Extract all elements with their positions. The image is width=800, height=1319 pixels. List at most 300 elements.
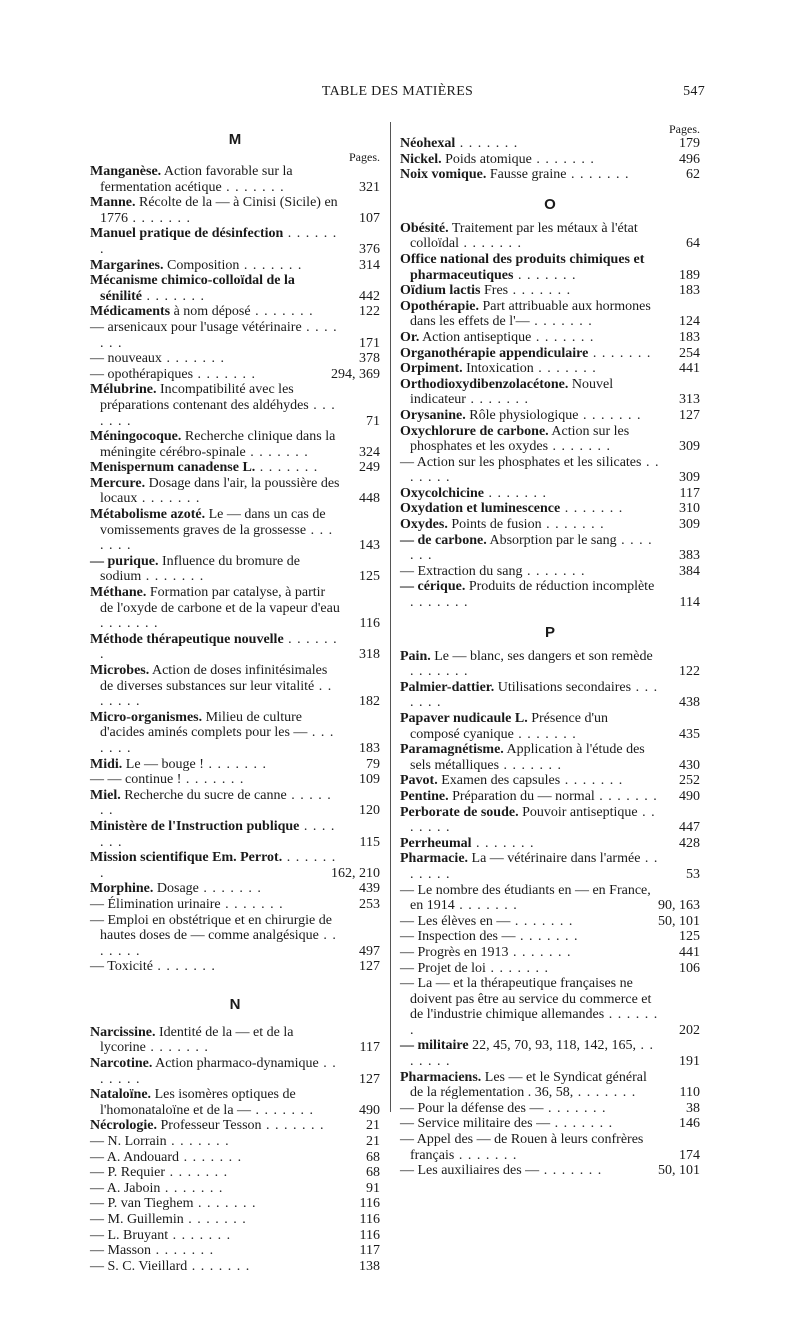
- dot-leader: . . . . . . .: [455, 136, 519, 151]
- entry-page: 183: [356, 741, 380, 757]
- entry-text: [400, 361, 700, 377]
- entry-page: 314: [356, 258, 380, 274]
- entry-page: 313: [676, 392, 700, 408]
- dot-leader: . . . . . . .: [221, 179, 285, 195]
- index-entry: [90, 273, 380, 304]
- entry-text: [90, 663, 380, 710]
- entry-page: 490: [356, 1103, 380, 1119]
- entry-term: — cérique.: [400, 579, 466, 595]
- entry-description: Les isomères optiques de l'homonataloïne et de la —: [100, 1087, 296, 1118]
- entry-page: 109: [356, 772, 380, 788]
- dot-leader: . . . . . . .: [454, 898, 518, 914]
- entry-term: Orpiment.: [400, 361, 463, 377]
- index-entry: [90, 1196, 380, 1212]
- entry-text: [400, 346, 700, 362]
- entry-text: [90, 819, 380, 850]
- index-entry: [90, 788, 380, 819]
- entry-page: 183: [676, 330, 700, 346]
- index-entry: [90, 881, 380, 897]
- entry-term: — de carbone.: [400, 532, 487, 548]
- dot-leader: . . . . . . .: [100, 678, 333, 710]
- index-entry: [400, 789, 700, 805]
- entry-page: 254: [676, 346, 700, 362]
- entry-description: Application à l'étude des sels métalliques: [410, 742, 645, 773]
- dot-leader: . . . . . . .: [165, 1165, 229, 1181]
- dot-leader: . . . . . . .: [465, 392, 529, 408]
- entry-page: 90, 163: [655, 898, 700, 914]
- entry-page: 384: [676, 564, 700, 580]
- entry-term: Oïdium lactis: [400, 283, 481, 299]
- dot-leader: . . . . . . .: [578, 407, 642, 423]
- dot-leader: . . . . . . .: [410, 1038, 655, 1070]
- entry-text: [400, 299, 700, 330]
- entry-term: Méningocoque.: [90, 429, 182, 445]
- entry-text: [90, 554, 380, 585]
- entry-page: 71: [363, 414, 380, 430]
- dot-leader: . . . . . . .: [100, 522, 334, 554]
- entry-page: 428: [676, 836, 700, 852]
- index-entry: [90, 476, 380, 507]
- entry-page: 202: [676, 1023, 700, 1039]
- dot-leader: . . . . . . .: [100, 631, 338, 663]
- dot-leader: . . . . . . .: [261, 1118, 325, 1134]
- entry-text: [90, 772, 380, 788]
- column-divider: [390, 122, 391, 1112]
- dot-leader: . . . . . . .: [560, 501, 624, 517]
- left-column: [90, 122, 380, 1274]
- entry-description: — nouveaux: [90, 351, 162, 367]
- entry-term: Nécrologie.: [90, 1118, 157, 1134]
- entry-text: [400, 408, 700, 424]
- index-entry: [90, 632, 380, 663]
- entry-description: Action de doses infinitésimales de diverses substances sur leur vitalité: [100, 663, 328, 694]
- entry-page: 62: [683, 167, 700, 183]
- entry-description: Le — bouge !: [125, 756, 204, 772]
- entry-description: — opothérapiques: [90, 366, 194, 382]
- index-entry: [400, 836, 700, 852]
- entry-description: — arsenicaux pour l'usage vétérinaire: [90, 319, 302, 335]
- entry-text: [90, 897, 380, 913]
- entry-page: 124: [676, 314, 700, 330]
- dot-leader: . . . . . . .: [183, 1212, 247, 1227]
- index-entry: [90, 1228, 380, 1244]
- index-entry: [400, 221, 700, 252]
- entry-text: [90, 258, 380, 274]
- dot-leader: . . . . . . .: [548, 439, 612, 455]
- entry-page: 162, 210: [328, 866, 380, 882]
- entry-description: — Service militaire des —: [400, 1116, 551, 1132]
- index-entry: [90, 1087, 380, 1118]
- entry-page: 127: [356, 1072, 380, 1088]
- entry-page: 310: [676, 501, 700, 517]
- entry-text: [90, 1228, 380, 1244]
- entry-description: — S. C. Vieillard: [90, 1258, 188, 1274]
- dot-leader: . . . . . . .: [513, 267, 577, 283]
- dot-leader: . . . . . . .: [137, 491, 201, 507]
- dot-leader: . . . . . . .: [100, 787, 332, 819]
- index-entry: [400, 649, 700, 680]
- entry-text: [90, 1087, 380, 1118]
- entry-text: [90, 195, 380, 226]
- dot-leader: . . . . . . .: [510, 913, 574, 929]
- index-entry: [90, 195, 380, 226]
- index-entry: [400, 424, 700, 455]
- index-entry: [90, 1025, 380, 1056]
- entry-description: — Les élèves en —: [400, 913, 511, 929]
- index-entry: [400, 851, 700, 882]
- entry-text: [90, 429, 380, 460]
- dot-leader: . . . . . . .: [100, 616, 159, 632]
- entry-term: Oxychlorure de carbone.: [400, 423, 549, 439]
- entry-page: 64: [683, 236, 700, 252]
- entry-text: [90, 913, 380, 960]
- right-column: [400, 122, 700, 1179]
- dot-leader: . . . . . . .: [573, 1085, 637, 1101]
- index-entry: [400, 805, 700, 836]
- index-entry: [90, 164, 380, 195]
- entry-text: [90, 507, 380, 554]
- dot-leader: . . . . . . .: [100, 928, 337, 959]
- dot-leader: . . . . . . .: [255, 460, 319, 476]
- index-entry: [90, 460, 380, 476]
- entry-page: 122: [356, 304, 380, 320]
- entry-text: [400, 1132, 700, 1163]
- entry-text: [400, 517, 700, 533]
- entry-text: [400, 1101, 700, 1117]
- index-entry: [400, 501, 700, 517]
- dot-leader: . . . . . . .: [203, 756, 267, 772]
- entry-term: Microbes.: [90, 663, 150, 678]
- entry-text: [400, 167, 700, 183]
- running-title: TABLE DES MATIÈRES: [321, 84, 474, 99]
- entry-term: — militaire: [400, 1038, 469, 1054]
- dot-leader: . . . . . . .: [198, 881, 262, 897]
- index-entry: [90, 507, 380, 554]
- index-entry: [90, 258, 380, 274]
- entry-page: 179: [676, 136, 700, 152]
- entry-page: 120: [356, 803, 380, 819]
- entry-text: [400, 486, 700, 502]
- index-entry: [400, 486, 700, 502]
- entry-page: 79: [363, 757, 380, 773]
- entry-text: [400, 649, 700, 680]
- entry-page: 189: [676, 268, 700, 284]
- dot-leader: . . . . . . .: [187, 1258, 251, 1274]
- dot-leader: . . . . . . .: [410, 851, 659, 882]
- entry-page: 122: [676, 664, 700, 680]
- dot-leader: . . . . . . .: [513, 726, 577, 742]
- dot-leader: . . . . . . .: [410, 679, 659, 711]
- entry-text: [90, 1150, 380, 1166]
- dot-leader: . . . . . . .: [410, 664, 469, 680]
- dot-leader: . . . . . . .: [141, 569, 205, 585]
- entry-page: 117: [357, 1040, 380, 1056]
- dot-leader: . . . . . . .: [245, 444, 309, 460]
- dot-leader: . . . . . . .: [160, 1180, 224, 1196]
- dot-leader: . . . . . . .: [100, 1056, 337, 1087]
- entry-page: 115: [357, 835, 380, 851]
- entry-page: 447: [676, 820, 700, 836]
- index-entry: [400, 346, 700, 362]
- page-number: 547: [683, 84, 705, 99]
- entry-text: [90, 1134, 380, 1150]
- entry-page: 183: [676, 283, 700, 299]
- entry-term: Miel.: [90, 787, 121, 803]
- entry-text: [400, 221, 700, 252]
- entry-description: — Masson: [90, 1243, 152, 1259]
- index-entry: [90, 367, 380, 383]
- entry-page: 435: [676, 727, 700, 743]
- entry-description: Récolte de la — à Cinisi (Sicile) en 1776: [100, 195, 338, 226]
- entry-term: Oxydes.: [400, 517, 448, 533]
- entry-description: — P. van Tieghem: [90, 1196, 194, 1212]
- dot-leader: . . . . . . .: [541, 517, 605, 533]
- dot-leader: . . . . . . .: [152, 959, 216, 975]
- entry-text: [90, 1056, 380, 1087]
- dot-leader: . . . . . . .: [560, 773, 624, 789]
- entry-term: Pain.: [400, 648, 431, 664]
- entry-term: Orysanine.: [400, 407, 466, 423]
- entry-page: 441: [676, 945, 700, 961]
- index-entry: [90, 226, 380, 257]
- section-letter: P: [544, 623, 555, 641]
- dot-leader: . . . . . . .: [100, 818, 336, 850]
- entry-term: — purique.: [90, 553, 159, 569]
- index-entry: [90, 1056, 380, 1087]
- index-entry: [400, 1038, 700, 1069]
- dot-leader: . . . . . . .: [193, 1196, 257, 1212]
- entry-page: 252: [676, 773, 700, 789]
- index-entry: [400, 711, 700, 742]
- entry-page: 68: [363, 1150, 380, 1166]
- entry-description: Milieu de culture d'acides aminés complets pour les —: [100, 709, 308, 741]
- entry-description: Points de fusion: [451, 517, 542, 533]
- index-entry: [400, 945, 700, 961]
- entry-description: — Action sur les phosphates et les silicates: [400, 454, 642, 470]
- entry-text: [90, 959, 380, 975]
- entry-description: Part attribuable aux hormones dans les effets de l'—: [410, 298, 651, 330]
- entry-page: 146: [676, 1116, 700, 1132]
- index-entry: [90, 554, 380, 585]
- entry-page: 191: [676, 1054, 700, 1070]
- entry-text: [400, 283, 700, 299]
- entry-term: Organothérapie appendiculaire: [400, 345, 589, 361]
- section-letter: N: [229, 995, 241, 1013]
- entry-page: 318: [356, 647, 380, 663]
- entry-term: Noix vomique.: [400, 167, 487, 183]
- entry-term: Morphine.: [90, 881, 154, 897]
- entry-page: 448: [356, 491, 380, 507]
- dot-leader: . . . . . . .: [410, 595, 469, 611]
- entry-text: [90, 273, 380, 304]
- entry-page: 21: [363, 1134, 380, 1150]
- entry-text: [400, 1116, 700, 1132]
- entry-description: — L. Bruyant: [90, 1227, 169, 1243]
- entry-description: — P. Requier: [90, 1165, 166, 1181]
- entry-text: [90, 1165, 380, 1181]
- entry-description: — A. Jaboin: [90, 1180, 161, 1196]
- entry-page: 439: [356, 881, 380, 897]
- entry-page: 106: [676, 961, 700, 977]
- entry-text: [400, 711, 700, 742]
- section-letter: M: [228, 131, 242, 148]
- pages-column-label: Pages.: [349, 150, 380, 164]
- entry-term: Méthane.: [90, 585, 147, 601]
- entry-description: — La — et la thérapeutique françaises ne doivent pas être au service du commerce et de l'industrie chimique allemandes: [400, 976, 652, 1023]
- index-entry: [90, 819, 380, 850]
- index-entry: [400, 517, 700, 533]
- entry-page: 182: [356, 694, 380, 710]
- dot-leader: . . . . . . .: [543, 1100, 607, 1116]
- dot-leader: . . . . . . .: [410, 804, 656, 836]
- entry-text: [400, 501, 700, 517]
- dot-leader: . . . . . . .: [100, 226, 338, 257]
- entry-term: Pavot.: [400, 773, 438, 789]
- entry-description: — Emploi en obstétrique et en chirurgie de hautes doses de — comme analgésique: [90, 912, 332, 944]
- entry-page: 321: [356, 180, 380, 196]
- entry-page: 91: [363, 1181, 380, 1197]
- entry-text: [90, 632, 380, 663]
- entry-text: [400, 961, 700, 977]
- entry-page: 497: [356, 944, 380, 960]
- entry-term: Mécanisme chimico-colloïdal de la sénilité: [90, 273, 295, 304]
- index-entry: [90, 1181, 380, 1197]
- entry-page: 438: [676, 695, 700, 711]
- entry-description: Examen des capsules: [441, 773, 561, 789]
- index-entry: [400, 579, 700, 610]
- entry-term: Nataloïne.: [90, 1087, 152, 1103]
- entry-description: Pouvoir antiseptique: [522, 804, 638, 820]
- entry-term: Ministère de l'Instruction publique: [90, 818, 300, 834]
- entry-text: [400, 533, 700, 564]
- entry-description: Poids atomique: [445, 151, 532, 167]
- entry-description: Utilisations secondaires: [497, 679, 632, 695]
- index-entry: [400, 299, 700, 330]
- entry-description: — Les auxiliaires des —: [400, 1163, 540, 1179]
- dot-leader: . . . . . . .: [459, 236, 522, 252]
- dot-leader: . . . . . . .: [181, 772, 245, 788]
- dot-leader: . . . . . . .: [410, 532, 653, 564]
- dot-leader: . . . . . . .: [168, 1227, 232, 1243]
- entry-page: 114: [677, 595, 700, 611]
- entry-page: 127: [356, 959, 380, 975]
- index-entry: [400, 361, 700, 377]
- entry-description: Nouvel indicateur: [410, 376, 614, 408]
- entry-description: Recherche clinique dans la méningite cérébro-spinale: [100, 429, 336, 460]
- entry-page: 116: [357, 616, 380, 632]
- index-entry: [400, 976, 700, 1038]
- entry-term: Pharmaciens.: [400, 1069, 482, 1085]
- index-entry: [400, 283, 700, 299]
- dot-leader: . . . . . . .: [531, 151, 595, 167]
- entry-text: [400, 152, 700, 168]
- entry-text: [400, 1070, 700, 1101]
- entry-text: [90, 460, 380, 476]
- index-entry: [400, 167, 700, 183]
- index-entry: [400, 330, 700, 346]
- entry-description: Formation par catalyse, à partir de l'oxyde de carbone et de la vapeur d'eau: [100, 585, 340, 616]
- entry-description: — Extraction du sang: [400, 563, 523, 579]
- entry-term: Micro-organismes.: [90, 709, 203, 725]
- entry-page: 50, 101: [655, 1163, 700, 1179]
- entry-page: 253: [356, 897, 380, 913]
- index-entry: [90, 429, 380, 460]
- entry-description: Fausse graine: [489, 167, 567, 183]
- entry-page: 50, 101: [655, 914, 700, 930]
- dot-leader: . . . . . . .: [145, 1040, 209, 1056]
- index-entry: [400, 252, 700, 283]
- entry-term: Manne.: [90, 195, 136, 211]
- entry-description: — M. Guillemin: [90, 1212, 184, 1227]
- entry-page: 490: [676, 789, 700, 805]
- dot-leader: . . . . . . .: [588, 345, 652, 361]
- index-entry: [90, 1150, 380, 1166]
- entry-term: Opothérapie.: [400, 298, 479, 314]
- entry-page: 174: [676, 1148, 700, 1164]
- entry-description: Absorption par le sang: [489, 532, 617, 548]
- index-entry: [90, 351, 380, 367]
- entry-text: [90, 1243, 380, 1259]
- entry-text: [400, 929, 700, 945]
- entry-page: 38: [683, 1101, 700, 1117]
- entry-description: — Toxicité: [90, 959, 153, 975]
- index-entry: [90, 304, 380, 320]
- entry-page: 249: [356, 460, 380, 476]
- index-entry: [90, 663, 380, 710]
- entry-page: 324: [356, 445, 380, 461]
- entry-text: [400, 773, 700, 789]
- entry-page: 110: [677, 1085, 700, 1101]
- entry-page: 117: [357, 1243, 380, 1259]
- entry-page: 430: [676, 758, 700, 774]
- entry-term: Nickel.: [400, 151, 442, 167]
- entry-term: Mission scientifique Em. Perrot.: [90, 850, 283, 866]
- entry-text: [90, 881, 380, 897]
- entry-text: [90, 585, 380, 632]
- entry-description: Le — dans un cas de vomissements graves de la grossesse: [100, 507, 326, 538]
- entry-term: Manganèse.: [90, 164, 162, 179]
- index-entry: [400, 136, 700, 152]
- entry-text: [90, 476, 380, 507]
- entry-text: [400, 564, 700, 580]
- entry-description: — N. Lorrain: [90, 1134, 167, 1150]
- dot-leader: . . . . . . .: [220, 896, 284, 912]
- entry-description: — Progrès en 1913: [400, 944, 509, 960]
- running-head: [90, 84, 705, 104]
- entry-term: Obésité.: [400, 220, 449, 236]
- index-entry: [400, 1132, 700, 1163]
- entry-term: Paramagnétisme.: [400, 742, 504, 758]
- entry-term: Pentine.: [400, 788, 449, 804]
- entry-text: [400, 424, 700, 455]
- entry-page: 143: [356, 538, 380, 554]
- entry-page: 53: [683, 867, 700, 883]
- index-entry: [400, 680, 700, 711]
- index-entry: [400, 455, 700, 486]
- index-entry: [90, 850, 380, 881]
- entry-page: 376: [356, 242, 380, 258]
- pages-column-label: Pages.: [669, 122, 700, 136]
- entry-text: [400, 455, 700, 486]
- entry-text: [400, 742, 700, 773]
- index-entry: [90, 1212, 380, 1228]
- entry-page: 309: [676, 439, 700, 455]
- entry-page: 171: [356, 336, 380, 352]
- entry-description: Incompatibilité avec les préparations contenant des aldéhydes: [100, 382, 309, 413]
- entry-description: Influence du bromure de sodium: [100, 553, 300, 585]
- dot-leader: . . . . . . .: [471, 835, 535, 851]
- entry-description: Les — et le Syndicat général de la réglementation . 36, 58,: [410, 1069, 647, 1101]
